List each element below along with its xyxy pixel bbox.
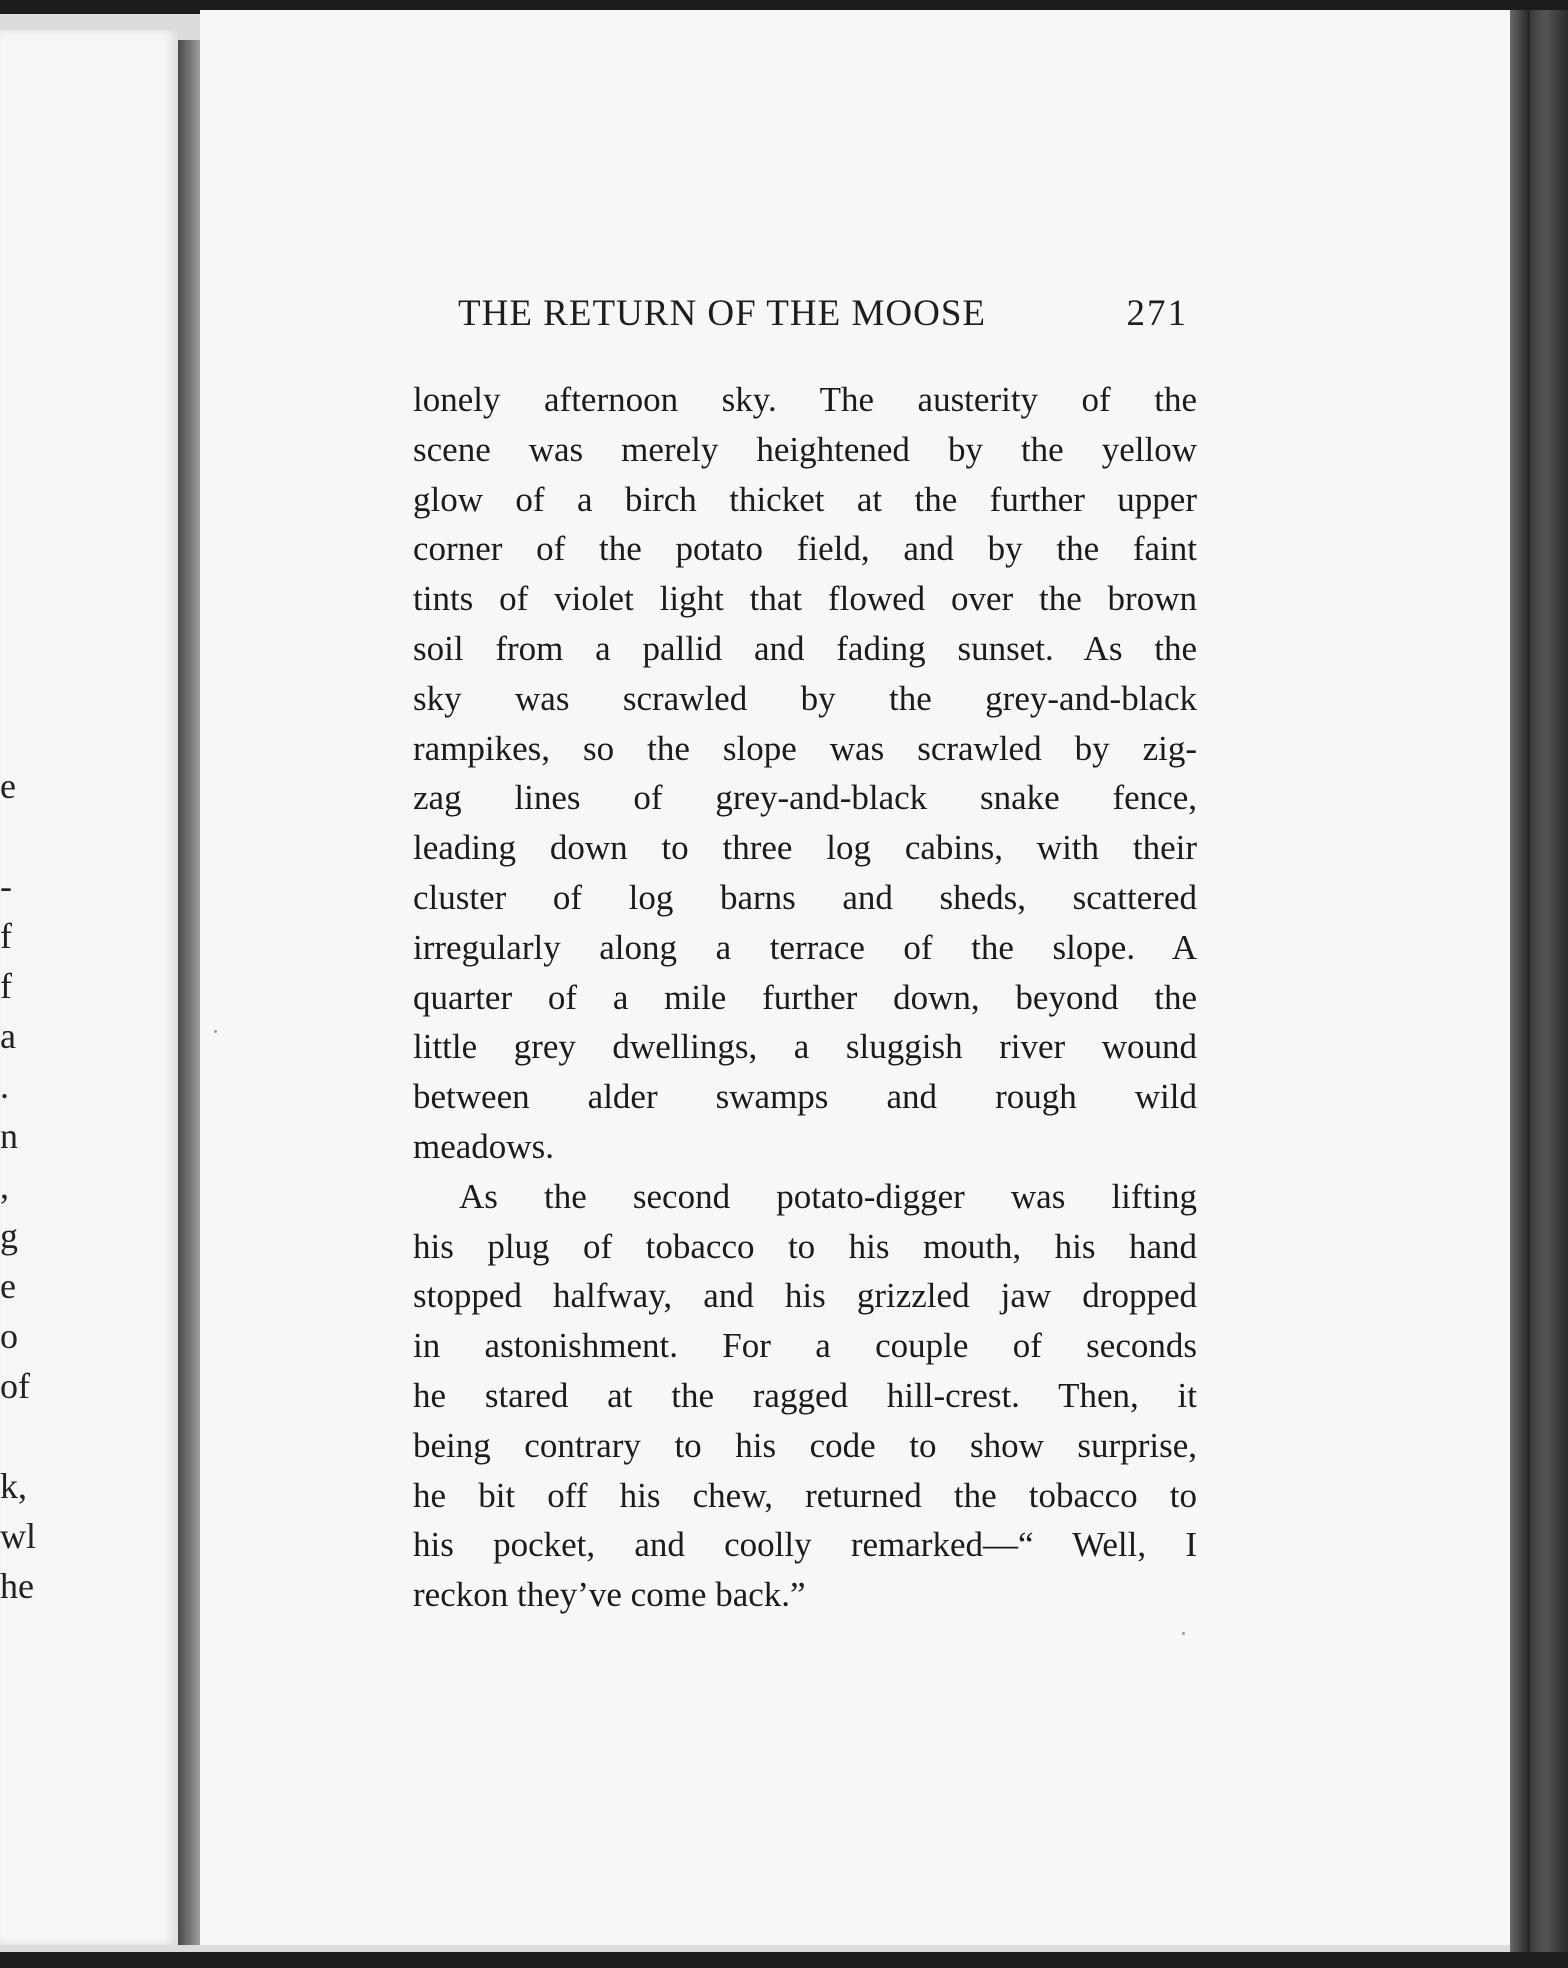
left-page-fragment: g [0,1216,18,1256]
left-page-fragment: a [0,1016,16,1056]
text-line: his pocket, and coolly remarked—“ Well, I [413,1525,1197,1565]
text-line: sky was scrawled by the grey-and-black [413,678,1197,718]
text-line: he stared at the ragged hill-crest. Then, it [413,1375,1197,1415]
left-page-fragment: - [0,866,12,906]
text-line: cluster of log barns and sheds, scattered [413,877,1197,917]
page-body-text [413,375,1197,1620]
paragraph-end-line: meadows. [413,1126,554,1166]
left-page-fragment: he [0,1566,34,1606]
left-page-fragment: e [0,1266,16,1306]
paragraph-start-line: As the second potato-digger was lifting [459,1176,1197,1216]
left-page-fragment: . [0,1066,9,1106]
text-line: corner of the potato field, and by the faint [413,529,1197,569]
text-line: zag lines of grey-and-black snake fence, [413,778,1197,818]
text-line: rampikes, so the slope was scrawled by zig- [413,728,1197,768]
text-line: in astonishment. For a couple of seconds [413,1326,1197,1366]
left-page-fragment: wl [0,1516,36,1556]
book-cover-edge [1530,10,1568,1952]
running-head-title: THE RETURN OF THE MOOSE [458,293,986,334]
text-line: soil from a pallid and fading sunset. As the [413,628,1197,668]
left-page-fragment: o [0,1316,18,1356]
left-page-fragment: e [0,766,16,806]
scan-speck [1182,1632,1185,1635]
text-line: being contrary to his code to show surprise, [413,1425,1197,1465]
text-line: stopped halfway, and his grizzled jaw dropped [413,1276,1197,1316]
page-edge-shadow [1510,10,1530,1952]
left-page-fragment: of [0,1366,30,1406]
text-line: lonely afternoon sky. The austerity of the [413,380,1197,419]
paragraph-end-line: reckon they’ve come back.” [413,1575,806,1615]
left-page-fragment: , [0,1166,9,1206]
page-number: 271 [1126,293,1188,334]
text-line: quarter of a mile further down, beyond the [413,977,1197,1017]
text-line: little grey dwellings, a sluggish river wound [413,1027,1197,1067]
text-line: leading down to three log cabins, with their [413,828,1197,868]
text-line: he bit off his chew, returned the tobacco to [413,1475,1197,1515]
running-head [458,292,1188,335]
text-line: his plug of tobacco to his mouth, his hand [413,1226,1197,1266]
text-line: scene was merely heightened by the yellow [413,429,1197,469]
left-page-fragment: f [0,966,12,1006]
text-line: between alder swamps and rough wild [413,1077,1197,1117]
text-line: irregularly along a terrace of the slope. A [413,927,1197,967]
left-page-fragment: n [0,1116,18,1156]
left-page-fragment: f [0,916,12,956]
left-page-fragment: k, [0,1466,27,1506]
left-facing-page [0,30,178,1945]
text-line: glow of a birch thicket at the further upper [413,479,1197,519]
scanner-bottom-edge [0,1952,1568,1968]
scan-speck [214,1030,217,1033]
text-line: tints of violet light that flowed over the brown [413,579,1197,619]
